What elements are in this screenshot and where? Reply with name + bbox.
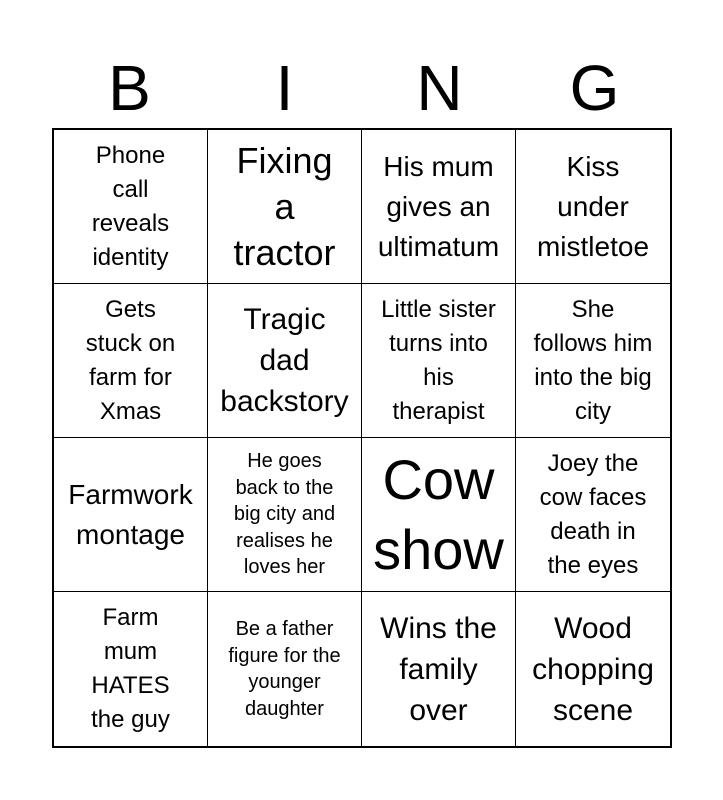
header-letter-b: B — [108, 52, 151, 124]
bingo-cell: Wins the family over — [362, 592, 516, 746]
bingo-cell: Cow show — [362, 438, 516, 592]
bingo-cell: His mum gives an ultimatum — [362, 130, 516, 284]
bingo-cell: Wood chopping scene — [532, 611, 654, 727]
bingo-cell: Little sister turns into his therapist — [362, 284, 516, 438]
bingo-cell: She follows him into the big city — [516, 284, 670, 438]
bingo-board — [52, 128, 672, 748]
header-letter-n: N — [416, 52, 463, 124]
header-letter-g: G — [569, 52, 620, 124]
bingo-cell: He goes back to the big city and realises he loves her — [208, 438, 362, 592]
bingo-header — [52, 52, 672, 124]
bingo-cell: Farmwork montage — [54, 438, 208, 592]
bingo-cell: Fixing a tractor — [208, 130, 362, 284]
bingo-cell: Phone call reveals identity — [54, 130, 208, 284]
bingo-cell: Gets stuck on farm for Xmas — [54, 284, 208, 438]
bingo-cell: Kiss under mistletoe — [516, 130, 670, 284]
header-letter-i: I — [275, 52, 294, 124]
bingo-cell: Joey the cow faces death in the eyes — [516, 438, 670, 592]
bingo-cell: Tragic dad backstory — [208, 284, 362, 438]
bingo-cell: Farm mum HATES the guy — [54, 592, 208, 746]
bingo-cell: Be a father figure for the younger daughter — [208, 592, 362, 746]
